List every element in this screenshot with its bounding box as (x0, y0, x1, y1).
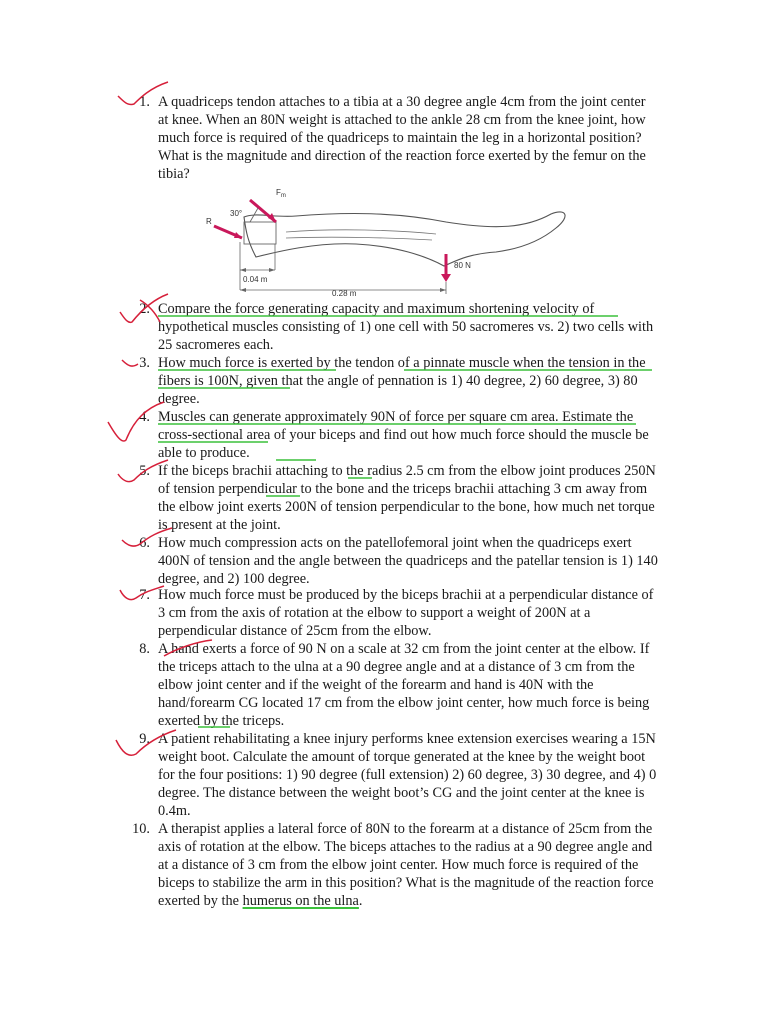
problem-text: Compare the force generating capacity and maximum shortening velocity of hypothetical muscles consisting of 1) one cell with 50 sacromeres vs. 2) two cells with 25 sacromeres each. (158, 301, 654, 353)
problem-number: 10. (132, 821, 150, 837)
problem-text-part: A therapist applies a lateral force of 80N to the forearm at a distance of 25cm from the axis of rotation at the elbow. The biceps attaches to the radius at a 90 degree angle and at a distance of 3 cm from the elbow joint center. How much force is required of the biceps to stabilize the arm in this position? What is the magnitude of the reaction force exerted by the (158, 821, 654, 909)
problem-text: A quadriceps tendon attaches to a tibia at a 30 degree angle 4cm from the joint center at knee. When an 80N weight is attached to the ankle 28 cm from the knee joint, how much force is required of the quadriceps to maintain the leg in a horizontal position? What is the magnitude and direction of the reaction force exerted by the femur on the tibia? (158, 94, 646, 182)
weight-arrowhead (441, 274, 451, 282)
fm-label: $F_m$ (276, 188, 286, 199)
r-label: R (206, 217, 212, 226)
problem-text: A patient rehabilitating a knee injury performs knee extension exercises wearing a 15N weight boot. Calculate the amount of torque generated at the knee by the weight boot for the four positions: 1) 90 degree (full extension) 2) 60 degree, 3) 30 degree, and 4) 0 degree. The distance between the weight boot’s CG and the joint center at the knee is 0.4m. (158, 731, 657, 819)
weight-label: 80 N (454, 261, 471, 270)
problem-number: 1. (139, 94, 150, 110)
knee-leg-diagram (196, 182, 586, 300)
problem-text-part: . (358, 893, 363, 909)
r-arrowhead (234, 232, 242, 238)
angle-label: 30° (230, 209, 243, 218)
problem-text: Muscles can generate approximately 90N of force per square cm area. Estimate the cross-sectional area of your biceps and find out how much force should the muscle be able to produce. (158, 409, 649, 461)
problem-text: A hand exerts a force of 90 N on a scale at 32 cm from the joint center at the elbow. If the triceps attach to the ulna at a 90 degree angle and at a distance of 3 cm from the elbow joint center and if the weight of the forearm and hand is 40N with the hand/forearm CG located 17 cm from the elbow joint center, how much force is being exerted by the triceps. (158, 641, 650, 729)
long-distance-label: 0.28 m (332, 289, 357, 298)
problem-text: If the biceps brachii attaching to the radius 2.5 cm from the elbow joint produces 250N of tension perpendicular to the bone and the triceps brachii attaching 3 cm away from the elbow joint exerts 200N of tension perpendicular to the bone, how much net torque is present at the joint. (158, 463, 656, 533)
problem-text: How much force must be produced by the biceps brachii at a perpendicular distance of 3 cm from the axis of rotation at the elbow to support a weight of 200N at a perpendicular distance of 25cm from the elbow. (158, 587, 654, 639)
problem-number: 7. (139, 587, 150, 603)
problem-text (158, 820, 658, 910)
problem-text: How much force is exerted by the tendon of a pinnate muscle when the tension in the fibers is 100N, given that the angle of pennation is 1) 40 degree, 2) 60 degree, 3) 80 degree. (158, 355, 646, 407)
problem-number: 3. (139, 355, 150, 371)
problem-number: 6. (139, 535, 150, 551)
problem-text: How much compression acts on the patellofemoral joint when the quadriceps exert 400N of tension and the angle between the quadriceps and the patellar tension is 1) 140 degree, and 2) 100 degree. (158, 535, 658, 587)
tibia-line (286, 230, 436, 234)
underlined-phrase: humerus on the ulna (242, 893, 359, 909)
problem-number: 9. (139, 731, 150, 747)
problem-number: 5. (139, 463, 150, 479)
problem-number: 4. (139, 409, 150, 425)
fibula-line (286, 237, 432, 240)
problem-number: 8. (139, 641, 150, 657)
short-distance-label: 0.04 m (243, 275, 268, 284)
problem-number: 2. (139, 301, 150, 317)
